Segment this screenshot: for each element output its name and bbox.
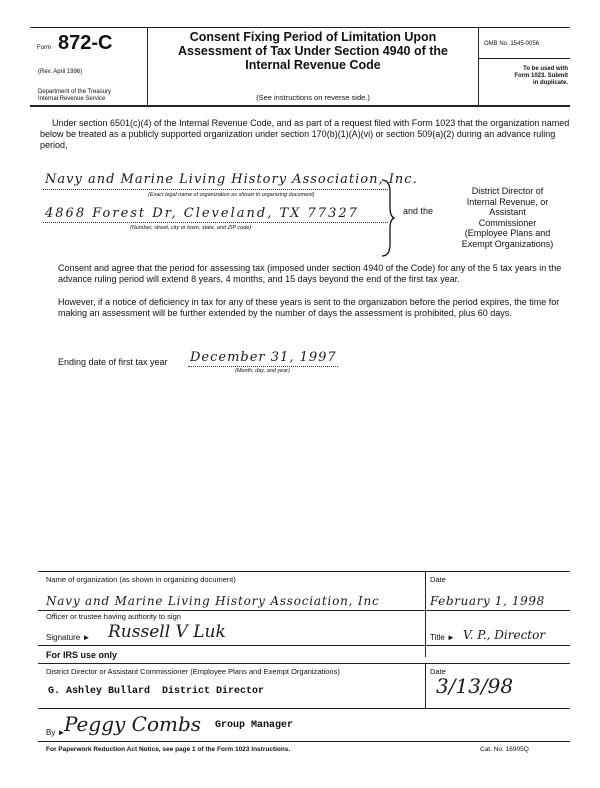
by-label: By ► xyxy=(46,728,66,737)
consent-paragraph: Consent and agree that the period for assessing tax (imposed under section 4940 of the Code) for any of the 5 tax years in the advance ruling period will extend 8 years, 4 months, and 15 days beyond the end of the first tax year. xyxy=(58,263,562,284)
bracket-brace xyxy=(380,178,396,258)
org-name-rule xyxy=(38,610,570,611)
irs-use-only: For IRS use only xyxy=(46,650,118,660)
and-the-text: and the xyxy=(403,206,434,216)
date-signed-value: February 1, 1998 xyxy=(430,594,545,608)
paperwork-notice: For Paperwork Reduction Act Notice, see page 1 of the Form 1023 Instructions. xyxy=(46,746,291,753)
organization-name-caption: (Exact legal name of organization as shown in organizing document) xyxy=(148,192,315,198)
director-line-4: Commissioner xyxy=(478,217,537,228)
form-word: Form xyxy=(37,45,51,51)
submission-note-line-1: To be used with xyxy=(523,66,568,72)
by-rule xyxy=(38,741,570,742)
title-line-3: Internal Revenue Code xyxy=(245,58,381,72)
ending-date-label: Ending date of first tax year xyxy=(58,357,168,367)
title-value: V. P., Director xyxy=(463,628,546,642)
district-director-value: G. Ashley Bullard District Director xyxy=(48,686,265,697)
district-date-rule xyxy=(425,663,426,708)
organization-name-line xyxy=(43,189,388,190)
director-line-2: Internal Revenue, or xyxy=(466,196,549,207)
district-date-value: 3/13/98 xyxy=(436,674,514,698)
by-signature-value: Peggy Combs xyxy=(64,712,202,736)
title-label: Title ► xyxy=(430,633,455,642)
omb-rule xyxy=(478,58,570,59)
title-line-2: Assessment of Tax Under Section 4940 of the xyxy=(178,44,448,58)
submission-note-line-3: in duplicate. xyxy=(532,80,568,86)
organization-address-caption: (Number, street, city or town, state, and ZIP code) xyxy=(130,225,252,231)
by-title-value: Group Manager xyxy=(215,720,294,731)
ending-date-caption: (Month, day, and year) xyxy=(235,368,290,374)
signature-value: Russell V Luk xyxy=(108,622,226,642)
district-director-block xyxy=(445,186,570,249)
deficiency-paragraph: However, if a notice of deficiency in tax for any of these years is sent to the organization before the period expires, the time for making an assessment will be further extended by the number of days the assessment is prohibited, plus 60 days. xyxy=(58,297,560,318)
director-line-5: (Employee Plans and xyxy=(464,228,551,238)
omb-number: OMB No. 1545-0056 xyxy=(484,41,540,47)
ending-date-value: December 31, 1997 xyxy=(190,350,337,365)
district-date-label: Date xyxy=(430,667,446,676)
org-name-label: Name of organization (as shown in organizing document) xyxy=(46,575,236,584)
header-top-rule xyxy=(30,27,570,28)
submission-note-line-2: Form 1023. Submit xyxy=(514,73,568,79)
department-line-1: Department of the Treasury xyxy=(38,89,112,95)
form-title xyxy=(148,30,478,72)
director-line-6: Exempt Organizations) xyxy=(461,238,554,249)
director-line-1: District Director of xyxy=(471,186,544,196)
organization-name-value: Navy and Marine Living History Association, Inc. xyxy=(45,172,418,187)
organization-address-line xyxy=(43,222,388,223)
form-number: 872-C xyxy=(58,32,113,54)
header-divider-right xyxy=(478,27,479,105)
date-label: Date xyxy=(430,575,446,584)
department-line-2: Internal Revenue Service xyxy=(38,96,106,102)
title-line-1: Consent Fixing Period of Limitation Upon xyxy=(189,30,437,44)
org-name-signed-value: Navy and Marine Living History Association, Inc xyxy=(46,594,380,608)
director-line-3: Assistant xyxy=(489,207,526,217)
signature-rule xyxy=(38,645,570,646)
catalog-number: Cat. No. 16905Q xyxy=(480,746,529,753)
ending-date-line xyxy=(188,366,338,367)
sig-top-rule xyxy=(38,571,570,572)
district-rule xyxy=(38,708,570,709)
signature-label: Signature ► xyxy=(46,633,91,642)
officer-label: Officer or trustee having authority to sign xyxy=(46,612,181,621)
organization-address-value: 4868 Forest Dr, Cleveland, TX 77327 xyxy=(45,206,359,221)
form-revision: (Rev. April 1996) xyxy=(38,69,83,75)
submission-note xyxy=(480,66,568,87)
intro-paragraph: Under section 6501(c)(4) of the Internal Revenue Code, and as part of a request filed with Form 1023 that the organization named below be treated as a publicly supported organization under section 170(b)(1)(A)(vi) or section 509(a)(2) during an advance ruling period, xyxy=(40,118,570,150)
irs-rule xyxy=(38,663,570,664)
district-director-label: District Director or Assistant Commissioner (Employee Plans and Exempt Organizations) xyxy=(46,667,340,676)
header-bottom-rule xyxy=(30,105,570,107)
see-instructions: (See instructions on reverse side.) xyxy=(256,93,370,102)
